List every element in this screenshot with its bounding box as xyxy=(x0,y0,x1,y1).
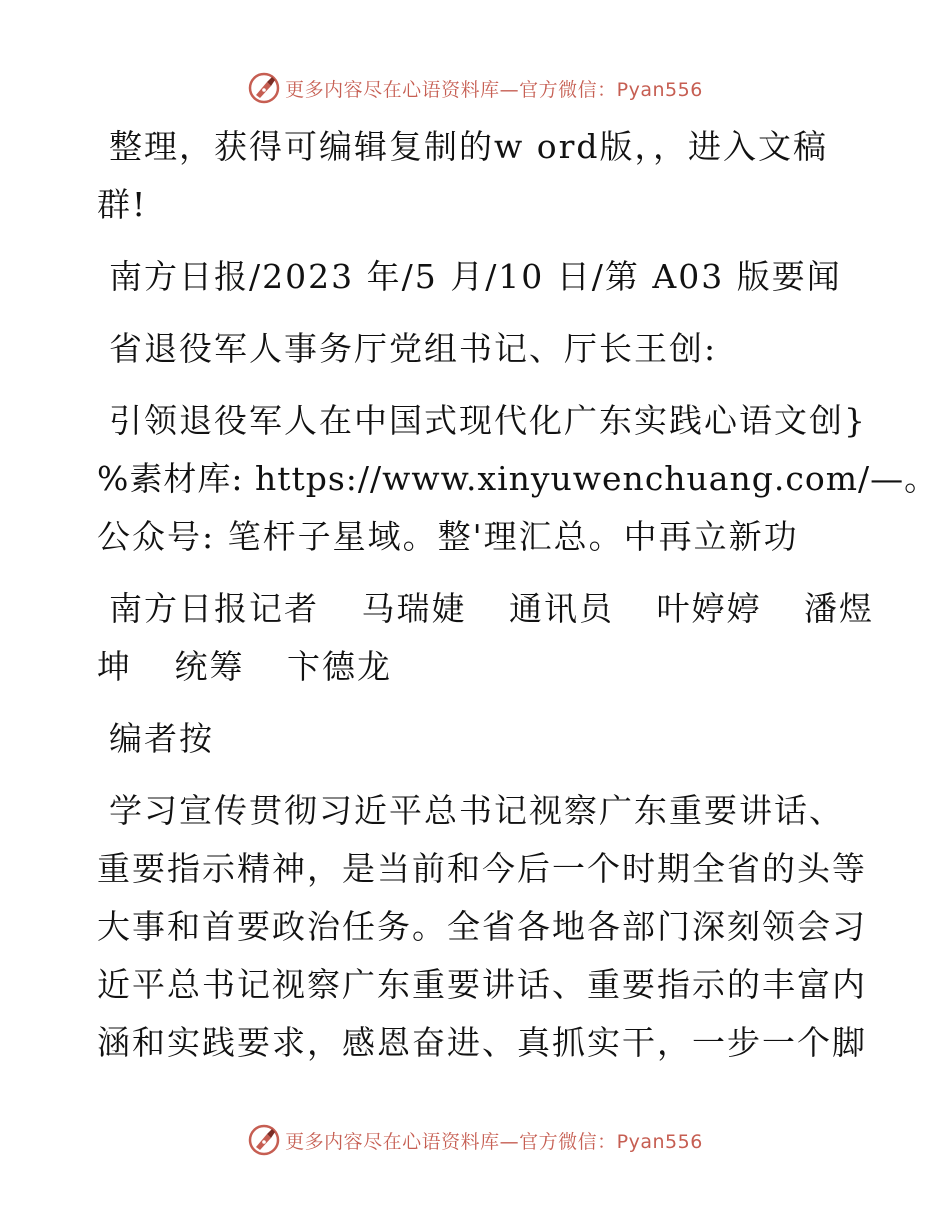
paragraph-headline xyxy=(97,392,939,566)
text-line: 涵和实践要求，感恩奋进、真抓实干，一步一个脚 xyxy=(97,1023,867,1062)
footer-banner-text: 更多内容尽在心语资料库—官方微信：Pyan556 xyxy=(285,1130,703,1153)
author-title-line: 省退役军人事务厅党组书记、厅长王创: xyxy=(109,329,718,368)
text-line: 重要指示精神，是当前和今后一个时期全省的头等 xyxy=(97,849,867,888)
byline-item: 潘煜 xyxy=(804,589,874,628)
byline-item: 马瑞婕 xyxy=(361,589,467,628)
paragraph-author-title xyxy=(97,320,857,378)
text-line: 整理，获得可编辑复制的w ord版，，进入文稿 xyxy=(109,127,829,166)
editor-note-heading: 编者按 xyxy=(109,719,214,758)
source-line: 南方日报/2023 年/5 月/10 日/第 A03 版要闻 xyxy=(109,257,842,296)
pen-nib-icon xyxy=(247,1123,281,1157)
paragraph-byline xyxy=(97,580,874,696)
byline-item: 南方日报记者 xyxy=(109,589,319,628)
header-banner-text: 更多内容尽在心语资料库—官方微信：Pyan556 xyxy=(285,78,703,101)
paragraph-intro xyxy=(97,118,857,234)
paragraph-editor-note-heading xyxy=(97,710,857,768)
text-line: 引领退役军人在中国式现代化广东实践心语文创} xyxy=(109,401,867,440)
byline-item: 坤 xyxy=(97,647,132,686)
byline-line xyxy=(97,580,874,638)
footer-banner xyxy=(0,1120,950,1160)
byline-item: 通讯员 xyxy=(509,589,614,628)
document-body xyxy=(97,118,939,1086)
pen-nib-icon xyxy=(247,71,281,105)
byline-item: 卞德龙 xyxy=(287,647,392,686)
text-line: 大事和首要政治任务。全省各地各部门深刻领会习 xyxy=(97,907,867,946)
text-line: 群! xyxy=(97,185,148,224)
byline-item: 叶婷婷 xyxy=(656,589,762,628)
text-line: 学习宣传贯彻习近平总书记视察广东重要讲话、 xyxy=(109,791,844,830)
header-banner xyxy=(0,68,950,108)
byline-line xyxy=(97,638,857,696)
text-line: 近平总书记视察广东重要讲话、重要指示的丰富内 xyxy=(97,965,867,1004)
text-line: %素材库: https://www.xinyuwenchuang.com/—。 xyxy=(97,459,939,498)
paragraph-source xyxy=(97,248,857,306)
paragraph-editor-note xyxy=(97,782,867,1072)
text-line: 公众号: 笔杆子星域。整'理汇总。中再立新功 xyxy=(97,517,799,556)
byline-item: 统筹 xyxy=(174,647,245,686)
